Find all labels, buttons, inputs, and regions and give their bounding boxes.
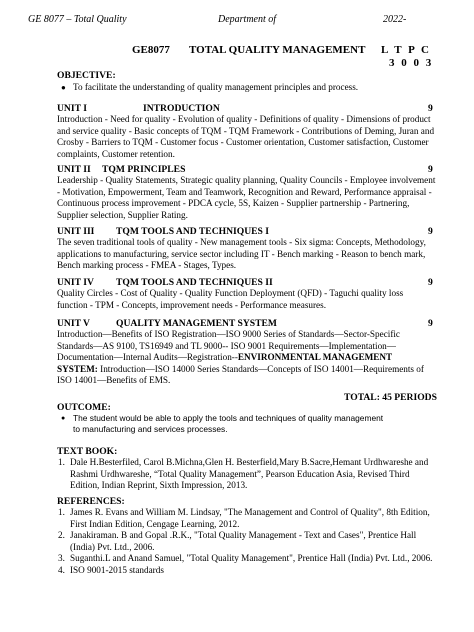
reference-line: Janakiraman. B and Gopal .R.K., "Total Quality Management - Text and Cases", Prentice Hall	[70, 530, 417, 541]
textbook-line: Edition, Indian Reprint, Sixth Impression, 2013.	[70, 480, 248, 491]
unit-5-body	[57, 329, 452, 387]
unit-3-line: Bench marking process - FMEA - Stages, Types.	[57, 260, 237, 271]
unit-5-id: UNIT V	[57, 318, 90, 329]
ltpc-values: 3 0 0 3	[389, 57, 432, 69]
textbook-line: Rashmi Urdhwareshe, “Total Quality Management”, Pearson Education Asia, Revised Third	[70, 468, 410, 479]
unit-2-hours: 9	[428, 164, 433, 175]
header-center: Department of	[218, 14, 277, 25]
list-number: 1.	[58, 507, 65, 517]
references-heading: REFERENCES:	[57, 496, 125, 507]
ems-heading-cont: SYSTEM:	[57, 363, 98, 374]
unit-4-hours: 9	[428, 277, 433, 288]
references-list	[58, 507, 453, 577]
unit-1-id: UNIT I	[57, 103, 87, 114]
unit-1-hours: 9	[428, 103, 433, 114]
reference-item	[58, 553, 453, 565]
objective-item	[61, 82, 433, 94]
unit-5-title: QUALITY MANAGEMENT SYSTEM	[116, 318, 277, 329]
unit-1-title: INTRODUCTION	[143, 103, 220, 114]
reference-line: First Indian Edition, Cengage Learning, 2012.	[70, 518, 240, 529]
reference-item	[58, 507, 453, 530]
unit-2-body	[57, 175, 452, 221]
unit-3-line: applications to manufacturing, service sector including IT - Bench marking - Reason to bench mark,	[57, 248, 426, 259]
list-number: 4.	[58, 564, 65, 575]
list-number: 3.	[58, 553, 65, 564]
reference-item	[58, 565, 453, 577]
unit-3-line: The seven traditional tools of quality - New management tools - Six sigma: Concepts, Methodology,	[57, 237, 426, 247]
reference-item	[58, 530, 453, 553]
unit-4-title: TQM TOOLS AND TECHNIQUES II	[116, 277, 273, 288]
reference-line: Suganthi.L and Anand Samuel, "Total Quality Management", Prentice Hall (India) Pvt. Ltd., 2006.	[70, 553, 433, 564]
unit-5-line: Standards—AS 9100, TS16949 and TL 9000-- ISO 9001 Requirements—Implementation—	[57, 340, 396, 351]
unit-1-line: and service quality - Basic concepts of TQM - TQM Framework - Contributions of Deming, Juran and	[57, 125, 435, 136]
header-right: 2022-	[383, 14, 407, 25]
unit-2-id: UNIT II	[57, 164, 91, 175]
ems-heading: ENVIRONMENTAL MANAGEMENT	[237, 352, 393, 363]
list-number: 2.	[58, 530, 65, 541]
unit-5-line: ISO 14001—Benefits of EMS.	[57, 375, 171, 386]
list-number: 1.	[58, 457, 65, 467]
unit-4-id: UNIT IV	[57, 277, 94, 288]
outcome-item	[61, 413, 453, 436]
unit-2-line: Leadership - Quality Statements, Strategic quality planning, Quality Councils - Employee involvement	[57, 175, 436, 185]
ltpc-letters: L T P C	[381, 44, 429, 56]
unit-1-line: complaints, Customer retention.	[57, 148, 175, 159]
textbook-item	[58, 457, 453, 492]
objective-text: To facilitate the understanding of quality management principles and process.	[73, 82, 359, 92]
header-left: GE 8077 – Total Quality	[28, 14, 127, 25]
bullet-icon: ●	[61, 83, 66, 92]
unit-5-line: Introduction—Benefits of ISO Registration—ISO 9000 Series of Standards—Sector-Specific	[57, 329, 401, 339]
unit-2-title: TQM PRINCIPLES	[102, 164, 186, 175]
unit-2-line: Continuous process improvement - PDCA cycle, 5S, Kaizen - Supplier partnership - Partnering,	[57, 198, 410, 209]
unit-4-line: function - TPM - Concepts, improvement needs - Performance measures.	[57, 299, 327, 310]
outcome-line: The student would be able to apply the tools and techniques of quality management	[73, 413, 384, 423]
bullet-icon: ●	[61, 415, 66, 422]
unit-3-body	[57, 237, 452, 272]
unit-3-title: TQM TOOLS AND TECHNIQUES I	[116, 226, 270, 237]
unit-5-text: Documentation—Internal Audits—Registration--	[57, 352, 238, 363]
unit-2-line: - Motivation, Empowerment, Team and Teamwork, Recognition and Reward, Performance appraisal -	[57, 186, 432, 197]
unit-4-body	[57, 288, 452, 311]
objective-heading: OBJECTIVE:	[57, 70, 116, 81]
reference-line: (India) Pvt. Ltd., 2006.	[70, 541, 155, 552]
unit-5-text: Introduction—ISO 14000 Series Standards—Concepts of ISO 14001—Requirements of	[97, 363, 424, 374]
unit-1-line: Introduction - Need for quality - Evolution of quality - Definitions of quality - Dimensions of product	[57, 114, 431, 124]
unit-2-line: Supplier selection, Supplier Rating.	[57, 209, 188, 220]
outcome-line: to manufacturing and services processes.	[73, 424, 228, 435]
unit-1-body	[57, 114, 452, 160]
unit-4-line: Quality Circles - Cost of Quality - Quality Function Deployment (QFD) - Taguchi quality loss	[57, 288, 404, 298]
outcome-heading: OUTCOME:	[57, 402, 111, 413]
total-periods: TOTAL: 45 PERIODS	[344, 392, 437, 403]
course-code: GE8077	[132, 44, 170, 56]
unit-5-line	[57, 364, 452, 376]
textbook-line: Dale H.Besterfiled, Carol B.Michna,Glen H. Besterfield,Mary B.Sacre,Hemant Urdhwareshe and	[70, 457, 429, 467]
course-title: TOTAL QUALITY MANAGEMENT	[189, 44, 366, 56]
unit-3-id: UNIT III	[57, 226, 95, 237]
textbook-heading: TEXT BOOK:	[57, 446, 118, 457]
unit-5-line	[57, 352, 452, 364]
reference-line: ISO 9001-2015 standards	[70, 564, 164, 575]
unit-5-hours: 9	[428, 318, 433, 329]
reference-line: James R. Evans and William M. Lindsay, "The Management and Control of Quality", 8th Edition,	[70, 507, 430, 517]
unit-3-hours: 9	[428, 226, 433, 237]
unit-1-line: Crosby - Barriers to TQM - Customer focus - Customer orientation, Customer satisfaction, Customer	[57, 137, 429, 148]
